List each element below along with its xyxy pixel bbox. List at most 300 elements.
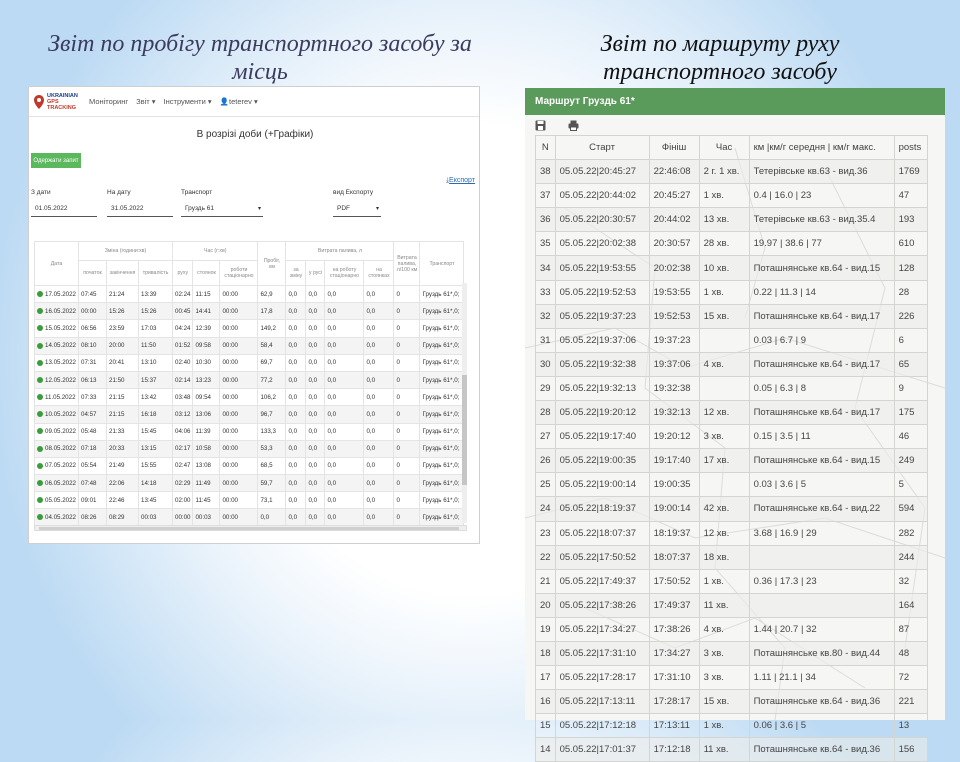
table-row[interactable] <box>35 389 464 406</box>
table-cell: 0,0 <box>286 303 306 320</box>
route-cell: 0.36 | 17.3 | 23 <box>749 569 894 593</box>
route-column-header[interactable]: Фініш <box>649 136 699 160</box>
route-cell: 65 <box>894 352 927 376</box>
route-row[interactable] <box>536 641 928 665</box>
header-transport[interactable]: Транспорт <box>420 242 464 286</box>
route-cell: Тетерівське кв.63 - вид.35.4 <box>749 208 894 232</box>
table-cell: 0,0 <box>306 286 325 303</box>
table-cell: 13:10 <box>139 354 173 371</box>
route-cell: 19:32:13 <box>649 401 699 425</box>
export-link[interactable] <box>446 177 475 185</box>
to-date-field[interactable]: 31.05.2022 <box>107 201 173 217</box>
table-cell: 0,0 <box>364 406 394 423</box>
table-cell: 0,0 <box>306 475 325 492</box>
route-cell: 19.97 | 38.6 | 77 <box>749 232 894 256</box>
route-cell: 27 <box>536 425 556 449</box>
route-cell: 0.15 | 3.5 | 11 <box>749 425 894 449</box>
table-cell: 13:23 <box>193 371 220 388</box>
table-cell: 00:00 <box>220 423 258 440</box>
route-cell: 05.05.22|19:53:55 <box>555 256 649 280</box>
date-text: 10.05.2022 <box>45 410 76 418</box>
route-cell: 18:07:37 <box>649 545 699 569</box>
table-cell: 10:30 <box>193 354 220 371</box>
table-cell: 20:41 <box>107 354 139 371</box>
table-cell: 00:00 <box>220 286 258 303</box>
table-cell: 14:41 <box>193 303 220 320</box>
date-cell <box>35 509 79 526</box>
route-row[interactable] <box>536 401 928 425</box>
table-cell: 133,3 <box>258 423 286 440</box>
table-row[interactable] <box>35 337 464 354</box>
route-cell: 16 <box>536 690 556 714</box>
table-cell: 13:08 <box>193 457 220 474</box>
route-cell: 9 <box>894 376 927 400</box>
route-row[interactable] <box>536 425 928 449</box>
route-row[interactable] <box>536 545 928 569</box>
expand-row-icon[interactable] <box>37 308 43 314</box>
route-row[interactable] <box>536 232 928 256</box>
table-row[interactable] <box>35 440 464 457</box>
route-cell: 05.05.22|17:31:10 <box>555 641 649 665</box>
table-row[interactable] <box>35 475 464 492</box>
subheader-cell[interactable]: роботи стаціонарно <box>220 261 258 286</box>
table-cell: 11:15 <box>193 286 220 303</box>
route-cell <box>699 473 749 497</box>
table-cell: 77,2 <box>258 371 286 388</box>
expand-row-icon[interactable] <box>37 463 43 469</box>
route-row[interactable] <box>536 714 928 738</box>
transport-label: Транспорт <box>181 189 213 196</box>
route-cell: 2 г. 1 хв. <box>699 160 749 184</box>
route-row[interactable] <box>536 521 928 545</box>
route-cell: 17:13:11 <box>649 714 699 738</box>
table-cell: 0,0 <box>306 406 325 423</box>
route-cell: 19:00:35 <box>649 473 699 497</box>
header-date[interactable]: Дата <box>35 242 79 286</box>
route-cell: 226 <box>894 304 927 328</box>
header-shift: Зміна (години:хв) <box>79 242 173 261</box>
subheader-cell[interactable]: стоянок <box>193 261 220 286</box>
route-cell: Поташнянське кв.64 - вид.15 <box>749 449 894 473</box>
table-cell: 0,0 <box>364 423 394 440</box>
table-row[interactable] <box>35 320 464 337</box>
route-row[interactable] <box>536 328 928 352</box>
route-cell: 19:37:06 <box>649 352 699 376</box>
table-cell: 00:00 <box>220 354 258 371</box>
table-cell: 0 <box>394 440 420 457</box>
table-cell: 0,0 <box>325 492 364 509</box>
route-row[interactable] <box>536 160 928 184</box>
route-cell: 4 хв. <box>699 352 749 376</box>
route-cell: 35 <box>536 232 556 256</box>
route-row[interactable] <box>536 376 928 400</box>
table-cell: 0,0 <box>325 286 364 303</box>
table-cell: 0,0 <box>364 389 394 406</box>
date-text: 13.05.2022 <box>45 359 76 367</box>
route-row[interactable] <box>536 569 928 593</box>
table-cell: 0,0 <box>286 389 306 406</box>
table-cell: 07:33 <box>79 389 107 406</box>
route-cell: 193 <box>894 208 927 232</box>
route-cell: 4 хв. <box>699 617 749 641</box>
table-cell: 0 <box>394 423 420 440</box>
table-cell: 0,0 <box>286 320 306 337</box>
logo-text-line1: UKRAINIAN <box>47 92 78 99</box>
nav-report[interactable]: Звіт ▾ <box>136 97 156 106</box>
route-row[interactable] <box>536 473 928 497</box>
header-fuel-per-100[interactable]: Витрата палива, л/100 км <box>394 242 420 286</box>
expand-row-icon[interactable] <box>37 497 43 503</box>
table-row[interactable] <box>35 492 464 509</box>
scrollbar-thumb[interactable] <box>462 375 467 485</box>
table-cell: 0,0 <box>325 509 364 526</box>
table-cell: 53,3 <box>258 440 286 457</box>
route-cell: 28 <box>894 280 927 304</box>
date-cell <box>35 440 79 457</box>
table-cell: 10:58 <box>193 440 220 457</box>
expand-row-icon[interactable] <box>37 514 43 520</box>
route-row[interactable] <box>536 738 928 762</box>
expand-row-icon[interactable] <box>37 428 43 434</box>
right-slide-title: Звіт по маршруту руху транспортного засобу <box>600 31 840 85</box>
header-mileage[interactable]: Пробіг, км <box>258 242 286 286</box>
route-cell: 1 хв. <box>699 280 749 304</box>
export-type-label: вид Експорту <box>333 189 374 196</box>
table-cell: 21:33 <box>107 423 139 440</box>
subheader-cell[interactable]: на роботу стаціонарно <box>325 261 364 286</box>
route-row[interactable] <box>536 449 928 473</box>
route-cell: 47 <box>894 184 927 208</box>
route-row[interactable] <box>536 593 928 617</box>
route-cell: 19:32:38 <box>649 376 699 400</box>
date-text: 14.05.2022 <box>45 342 76 350</box>
route-cell: 0.03 | 3.6 | 5 <box>749 473 894 497</box>
table-cell: 02:24 <box>173 286 193 303</box>
table-cell: 04:24 <box>173 320 193 337</box>
table-cell: 68,5 <box>258 457 286 474</box>
table-cell: Груздь 61*,0; <box>420 389 464 406</box>
user-icon: 👤 <box>219 97 229 106</box>
app-logo[interactable] <box>31 91 81 113</box>
top-navbar <box>29 87 479 117</box>
table-row[interactable] <box>35 354 464 371</box>
route-cell: 28 хв. <box>699 232 749 256</box>
route-cell: 17 <box>536 666 556 690</box>
table-cell: 13:39 <box>139 286 173 303</box>
route-cell: 05.05.22|19:52:53 <box>555 280 649 304</box>
route-column-header[interactable]: N <box>536 136 556 160</box>
table-cell: 11:45 <box>193 492 220 509</box>
scrollbar-thumb[interactable] <box>39 527 459 530</box>
table-cell: 00:03 <box>193 509 220 526</box>
route-row[interactable] <box>536 352 928 376</box>
route-cell: 3 хв. <box>699 425 749 449</box>
get-report-button[interactable]: Одержати запит <box>31 153 81 168</box>
route-column-header[interactable]: posts <box>894 136 927 160</box>
table-cell: 0,0 <box>286 286 306 303</box>
route-cell: 32 <box>536 304 556 328</box>
expand-row-icon[interactable] <box>37 360 43 366</box>
table-row[interactable] <box>35 286 464 303</box>
route-panel-header: Маршрут Груздь 61* <box>525 88 945 115</box>
table-cell: 0,0 <box>325 371 364 388</box>
table-cell: 0,0 <box>325 475 364 492</box>
date-cell <box>35 320 79 337</box>
route-cell: 46 <box>894 425 927 449</box>
date-cell <box>35 406 79 423</box>
table-cell: 0,0 <box>325 303 364 320</box>
route-cell: 24 <box>536 497 556 521</box>
subheader-cell[interactable]: тривалість <box>139 261 173 286</box>
table-row[interactable] <box>35 457 464 474</box>
table-cell: Груздь 61*,0; <box>420 475 464 492</box>
table-cell: 0,0 <box>325 406 364 423</box>
table-cell: 09:54 <box>193 389 220 406</box>
table-cell: 0 <box>394 509 420 526</box>
expand-row-icon[interactable] <box>37 480 43 486</box>
expand-row-icon[interactable] <box>37 377 43 383</box>
route-row[interactable] <box>536 208 928 232</box>
route-cell: 05.05.22|19:37:23 <box>555 304 649 328</box>
table-cell: 0,0 <box>306 440 325 457</box>
route-cell: 33 <box>536 280 556 304</box>
table-cell: 00:00 <box>220 475 258 492</box>
date-text: 08.05.2022 <box>45 445 76 453</box>
route-cell <box>749 593 894 617</box>
table-cell: 21:50 <box>107 371 139 388</box>
route-column-header[interactable]: Старт <box>555 136 649 160</box>
table-cell: 21:24 <box>107 286 139 303</box>
date-text: 04.05.2022 <box>45 514 76 522</box>
route-cell: 12 хв. <box>699 401 749 425</box>
table-cell: 0 <box>394 475 420 492</box>
print-icon[interactable] <box>568 120 579 131</box>
date-cell <box>35 354 79 371</box>
route-row[interactable] <box>536 666 928 690</box>
route-cell: 25 <box>536 473 556 497</box>
route-cell: 244 <box>894 545 927 569</box>
date-cell <box>35 492 79 509</box>
route-cell: 18:19:37 <box>649 521 699 545</box>
route-cell: 05.05.22|19:20:12 <box>555 401 649 425</box>
subheader-cell[interactable]: за зміну <box>286 261 306 286</box>
table-cell: 0,0 <box>364 337 394 354</box>
table-cell: 14:18 <box>139 475 173 492</box>
date-text: 17.05.2022 <box>45 290 76 298</box>
table-cell: 15:55 <box>139 457 173 474</box>
route-cell <box>749 545 894 569</box>
table-cell: 0,0 <box>286 475 306 492</box>
route-cell: 72 <box>894 666 927 690</box>
subheader-cell[interactable]: закінчення <box>107 261 139 286</box>
logo-text-line2: GPS TRACKING <box>47 98 77 111</box>
route-cell: 17:12:18 <box>649 738 699 762</box>
subheader-cell[interactable]: початок <box>79 261 107 286</box>
route-cell: 17:50:52 <box>649 569 699 593</box>
route-cell: 26 <box>536 449 556 473</box>
expand-row-icon[interactable] <box>37 343 43 349</box>
table-cell: 106,2 <box>258 389 286 406</box>
table-cell: 00:45 <box>173 303 193 320</box>
subheader-cell[interactable]: руху <box>173 261 193 286</box>
table-cell: 0,0 <box>364 354 394 371</box>
table-cell: 22:46 <box>107 492 139 509</box>
route-cell: 13 <box>894 714 927 738</box>
save-icon[interactable] <box>535 120 546 131</box>
route-cell: 22 <box>536 545 556 569</box>
table-cell: 13:06 <box>193 406 220 423</box>
subheader-cell[interactable]: у русі <box>306 261 325 286</box>
table-cell: 149,2 <box>258 320 286 337</box>
route-row[interactable] <box>536 256 928 280</box>
route-cell: 20:45:27 <box>649 184 699 208</box>
route-cell: 282 <box>894 521 927 545</box>
route-cell: 05.05.22|17:49:37 <box>555 569 649 593</box>
route-cell: 0.22 | 11.3 | 14 <box>749 280 894 304</box>
export-type-select[interactable]: PDF ▾ <box>333 201 381 217</box>
route-cell: 05.05.22|17:28:17 <box>555 666 649 690</box>
table-cell: 02:47 <box>173 457 193 474</box>
nav-user[interactable] <box>220 97 258 106</box>
date-cell <box>35 423 79 440</box>
table-cell: 21:15 <box>107 406 139 423</box>
table-cell: 0,0 <box>306 303 325 320</box>
table-horizontal-scrollbar[interactable] <box>34 525 467 531</box>
table-cell: Груздь 61*,0; <box>420 303 464 320</box>
table-cell: 0,0 <box>286 337 306 354</box>
date-cell <box>35 389 79 406</box>
table-cell: 09:01 <box>79 492 107 509</box>
route-cell: Поташнянське кв.64 - вид.22 <box>749 497 894 521</box>
route-cell: 87 <box>894 617 927 641</box>
route-cell: 05.05.22|20:30:57 <box>555 208 649 232</box>
route-cell: 10 хв. <box>699 256 749 280</box>
table-cell: 07:45 <box>79 286 107 303</box>
table-cell: 73,1 <box>258 492 286 509</box>
expand-row-icon[interactable] <box>37 291 43 297</box>
table-cell: 11:50 <box>139 337 173 354</box>
table-cell: 0 <box>394 406 420 423</box>
table-cell: 58,4 <box>258 337 286 354</box>
table-cell: 0 <box>394 354 420 371</box>
route-cell <box>699 376 749 400</box>
route-row[interactable] <box>536 690 928 714</box>
nav-monitoring[interactable]: Моніторинг <box>89 97 129 106</box>
table-cell: 15:26 <box>107 303 139 320</box>
route-cell: 17 хв. <box>699 449 749 473</box>
route-cell: 20:44:02 <box>649 208 699 232</box>
date-cell <box>35 286 79 303</box>
route-column-header[interactable]: км |км/г середня | км/г макс. <box>749 136 894 160</box>
route-row[interactable] <box>536 497 928 521</box>
from-date-field[interactable]: 01.05.2022 <box>31 201 97 217</box>
table-cell: 00:00 <box>220 509 258 526</box>
table-cell: 0,0 <box>325 423 364 440</box>
table-cell: 00:03 <box>139 509 173 526</box>
report-heading: В розрізі доби (+Графіки) <box>196 129 314 140</box>
expand-row-icon[interactable] <box>37 411 43 417</box>
table-cell: 07:48 <box>79 475 107 492</box>
table-cell: 08:26 <box>79 509 107 526</box>
route-cell: 15 хв. <box>699 690 749 714</box>
route-cell: 38 <box>536 160 556 184</box>
table-cell: Груздь 61*,0; <box>420 406 464 423</box>
table-cell: 16:18 <box>139 406 173 423</box>
route-toolbar <box>535 120 579 134</box>
expand-row-icon[interactable] <box>37 394 43 400</box>
table-cell: 0,0 <box>306 354 325 371</box>
route-cell: Поташнянське кв.80 - вид.44 <box>749 641 894 665</box>
transport-select[interactable]: Груздь 61 ▾ <box>181 201 263 217</box>
route-cell: 0.4 | 16.0 | 23 <box>749 184 894 208</box>
table-cell: 09:58 <box>193 337 220 354</box>
route-cell: 05.05.22|19:00:35 <box>555 449 649 473</box>
table-cell: 22:06 <box>107 475 139 492</box>
table-cell: Груздь 61*,0; <box>420 423 464 440</box>
table-cell: 0 <box>394 457 420 474</box>
route-cell: 5 <box>894 473 927 497</box>
table-cell: 00:00 <box>220 457 258 474</box>
expand-row-icon[interactable] <box>37 325 43 331</box>
table-cell: 0,0 <box>364 286 394 303</box>
table-cell: 59,7 <box>258 475 286 492</box>
route-cell <box>699 328 749 352</box>
table-row[interactable] <box>35 371 464 388</box>
gps-pin-icon <box>31 94 47 110</box>
table-row[interactable] <box>35 303 464 320</box>
table-cell: 05:48 <box>79 423 107 440</box>
route-row[interactable] <box>536 280 928 304</box>
route-cell: 28 <box>536 401 556 425</box>
table-row[interactable] <box>35 423 464 440</box>
date-text: 11.05.2022 <box>45 393 76 401</box>
table-cell: 00:00 <box>220 303 258 320</box>
table-cell: 0,0 <box>286 354 306 371</box>
table-cell: 0,0 <box>286 492 306 509</box>
table-row[interactable] <box>35 406 464 423</box>
route-cell: 1 хв. <box>699 184 749 208</box>
expand-row-icon[interactable] <box>37 446 43 452</box>
table-cell: 0 <box>394 320 420 337</box>
table-cell: 05:54 <box>79 457 107 474</box>
subheader-cell[interactable]: на стоянках <box>364 261 394 286</box>
date-text: 06.05.2022 <box>45 479 76 487</box>
nav-tools[interactable]: Інструменти ▾ <box>163 97 212 106</box>
route-table <box>535 135 928 762</box>
table-cell: 08:29 <box>107 509 139 526</box>
route-cell: 0.05 | 6.3 | 8 <box>749 376 894 400</box>
route-row[interactable] <box>536 184 928 208</box>
table-cell: 0,0 <box>286 509 306 526</box>
table-cell: 69,7 <box>258 354 286 371</box>
table-cell: 07:31 <box>79 354 107 371</box>
table-vertical-scrollbar[interactable] <box>462 283 467 523</box>
route-cell: Поташнянське кв.64 - вид.17 <box>749 401 894 425</box>
table-cell: Груздь 61*,0; <box>420 337 464 354</box>
route-row[interactable] <box>536 304 928 328</box>
route-column-header[interactable]: Час <box>699 136 749 160</box>
route-row[interactable] <box>536 617 928 641</box>
mileage-table <box>34 241 464 527</box>
route-cell: 19 <box>536 617 556 641</box>
table-cell: 0 <box>394 389 420 406</box>
route-cell: 17:49:37 <box>649 593 699 617</box>
route-cell: 05.05.22|19:00:14 <box>555 473 649 497</box>
table-cell: 0,0 <box>364 509 394 526</box>
table-cell: 07:18 <box>79 440 107 457</box>
table-cell: 0,0 <box>286 371 306 388</box>
table-row[interactable] <box>35 509 464 526</box>
